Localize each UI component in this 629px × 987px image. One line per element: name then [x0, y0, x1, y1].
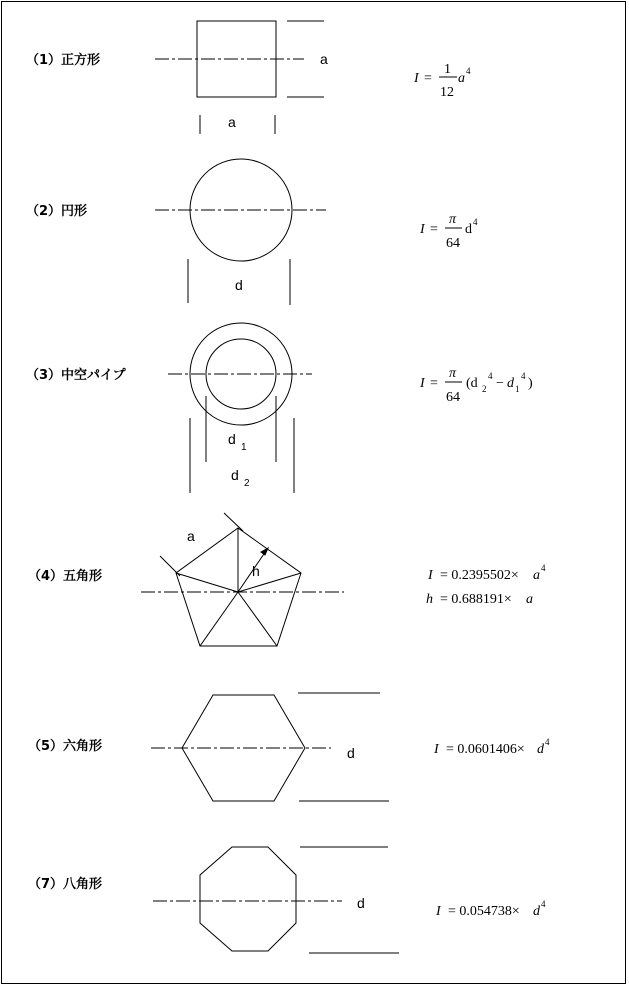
- svg-text:): ): [528, 376, 533, 391]
- square-dim-height: a: [320, 51, 328, 67]
- svg-text:π: π: [449, 366, 457, 381]
- label-square: （1）正方形: [26, 53, 101, 68]
- pentagon-a-ext-left: [160, 556, 180, 576]
- hexagon-dim-d: d: [347, 745, 355, 761]
- svg-text:1: 1: [515, 384, 520, 394]
- svg-text:−: −: [496, 376, 504, 391]
- pentagon-dim-h: h: [252, 563, 260, 579]
- pentagon-dim-a: a: [187, 528, 195, 544]
- svg-text:d: d: [465, 222, 472, 237]
- svg-text:= 0.054738×: = 0.054738×: [448, 904, 520, 919]
- label-pentagon: （4）五角形: [28, 569, 103, 584]
- svg-text:4: 4: [545, 737, 550, 747]
- pentagon-a-ext-top: [224, 513, 243, 531]
- label-octagon: （7）八角形: [28, 877, 103, 892]
- svg-text:a: a: [526, 592, 533, 607]
- svg-text:= 0.2395502×: = 0.2395502×: [440, 568, 519, 583]
- svg-text:=: =: [424, 71, 432, 86]
- pentagon-spoke: [238, 592, 277, 646]
- svg-text:I: I: [436, 904, 441, 919]
- formula-pentagon-inertia: [427, 563, 546, 583]
- section-circle: [26, 159, 478, 305]
- section-pentagon: [28, 513, 546, 646]
- svg-text:d: d: [537, 742, 544, 757]
- svg-text:4: 4: [473, 217, 478, 227]
- formula-hexagon: [433, 737, 550, 757]
- pentagon-spoke: [200, 592, 238, 646]
- section-octagon: [28, 847, 546, 953]
- label-circle: （2）円形: [26, 204, 88, 219]
- formula-octagon: [435, 899, 546, 919]
- square-dim-width: a: [228, 114, 236, 130]
- svg-text:4: 4: [466, 66, 471, 76]
- svg-text:64: 64: [446, 236, 460, 251]
- svg-text:a: a: [458, 71, 465, 86]
- svg-text:I: I: [414, 71, 419, 86]
- svg-text:a: a: [533, 568, 540, 583]
- svg-text:64: 64: [446, 390, 460, 405]
- svg-text:I: I: [420, 222, 425, 237]
- pentagon-h-arrowhead: [261, 548, 268, 555]
- svg-text:h: h: [426, 592, 433, 607]
- octagon-dim-d: d: [357, 895, 365, 911]
- svg-text:π: π: [449, 212, 457, 227]
- svg-text:4: 4: [541, 899, 546, 909]
- svg-text:I: I: [434, 742, 439, 757]
- svg-text:4: 4: [541, 563, 546, 573]
- formula-square: [413, 62, 471, 100]
- pentagon-spoke: [176, 573, 238, 592]
- svg-text:d: d: [533, 904, 540, 919]
- pipe-dim-d2: d: [231, 467, 239, 483]
- section-square: [26, 21, 471, 134]
- octagon-shape: [200, 847, 296, 951]
- svg-text:2: 2: [482, 384, 487, 394]
- svg-text:1: 1: [444, 62, 451, 77]
- svg-text:12: 12: [440, 85, 454, 100]
- circle-dim-d: d: [235, 277, 243, 293]
- svg-text:=: =: [430, 222, 438, 237]
- svg-text:= 0.0601406×: = 0.0601406×: [446, 742, 525, 757]
- svg-text:d: d: [507, 376, 514, 391]
- svg-text:= 0.688191×: = 0.688191×: [440, 592, 512, 607]
- svg-text:I: I: [428, 568, 433, 583]
- formula-pentagon-h: [426, 592, 533, 607]
- svg-text:I: I: [420, 376, 425, 391]
- svg-text:1: 1: [241, 442, 247, 453]
- section-pipe: [26, 323, 533, 493]
- label-hexagon: （5）六角形: [28, 739, 103, 754]
- svg-text:2: 2: [244, 478, 250, 489]
- section-hexagon: [28, 693, 550, 801]
- svg-text:(d: (d: [466, 376, 478, 391]
- pentagon-spoke: [238, 573, 301, 592]
- svg-text:4: 4: [488, 371, 493, 381]
- svg-text:=: =: [430, 376, 438, 391]
- pipe-dim-d1: d: [228, 431, 236, 447]
- formula-circle: [419, 212, 478, 251]
- label-pipe: （3）中空パイプ: [26, 368, 126, 383]
- formula-pipe: [419, 366, 533, 405]
- svg-text:4: 4: [521, 371, 526, 381]
